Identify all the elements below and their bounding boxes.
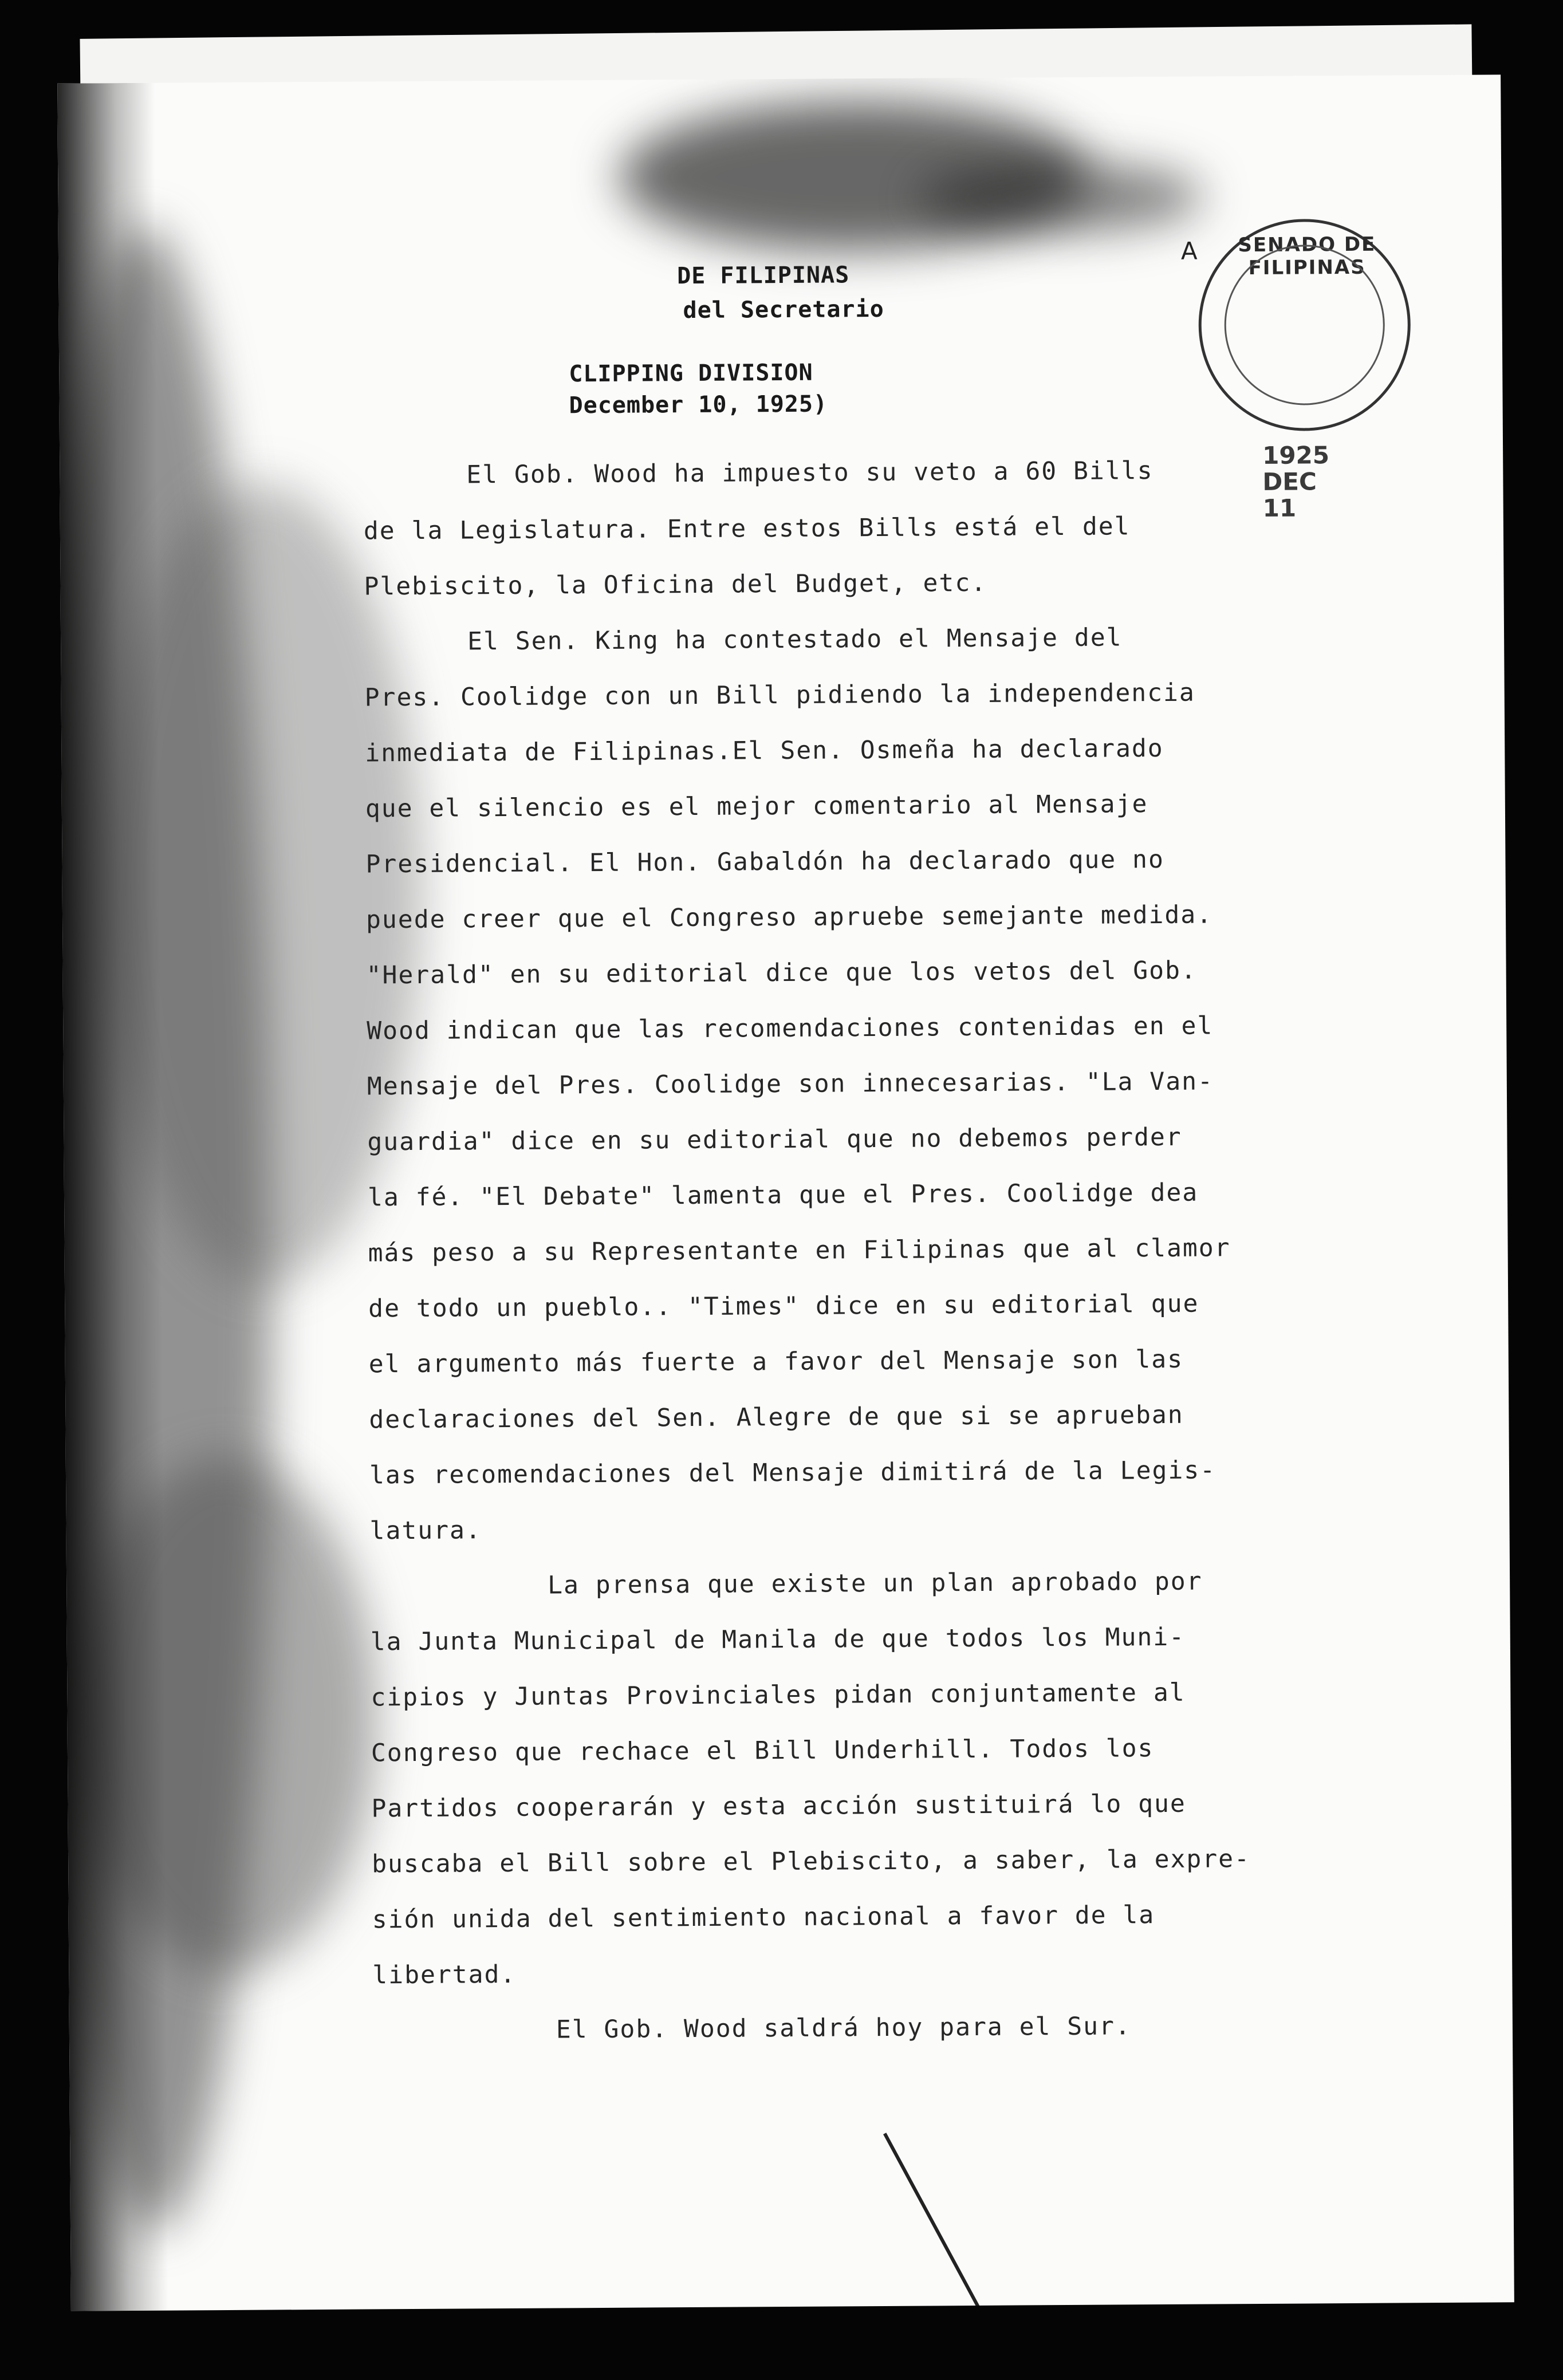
text-line: guardia" dice en su editorial que no debemos perder bbox=[367, 1122, 1182, 1157]
paragraph bbox=[364, 609, 1389, 1559]
text-line: más peso a su Representante en Filipinas que al clamor bbox=[368, 1234, 1231, 1268]
text-line-content: El Gob. Wood ha impuesto su veto a 60 Bills bbox=[466, 456, 1153, 490]
text-line: que el silencio es el mejor comentario al Mensaje bbox=[365, 790, 1148, 823]
text-line: Congreso que rechace el Bill Underhill. Todos los bbox=[371, 1734, 1154, 1768]
text-line: inmediata de Filipinas.El Sen. Osmeña ha declarado bbox=[365, 734, 1164, 768]
header-line-4: December 10, 1925) bbox=[569, 391, 828, 419]
text-line: libertad. bbox=[372, 1960, 517, 1990]
stamp-month: DEC bbox=[1262, 467, 1317, 496]
header-line-3: CLIPPING DIVISION bbox=[569, 359, 813, 388]
text-line: de todo un pueblo.. "Times" dice en su editorial que bbox=[368, 1289, 1199, 1323]
clipping-page bbox=[57, 74, 1514, 2311]
text-line-content: El Sen. King ha contestado el Mensaje del bbox=[467, 623, 1123, 656]
text-line: Mensaje del Pres. Coolidge son innecesarias. "La Van- bbox=[367, 1067, 1214, 1101]
stamp-ring-text: SENADO DE FILIPINAS bbox=[1238, 233, 1376, 280]
paragraph bbox=[363, 442, 1384, 615]
text-line-content: La prensa que existe un plan aprobado por bbox=[548, 1567, 1203, 1600]
text-line: las recomendaciones del Mensaje dimitirá de la Legis- bbox=[369, 1456, 1216, 1490]
received-stamp bbox=[1198, 218, 1411, 431]
text-line: cipios y Juntas Provinciales pidan conjuntamente al bbox=[371, 1678, 1186, 1712]
text-line: buscaba el Bill sobre el Plebiscito, a saber, la expre- bbox=[371, 1845, 1251, 1879]
document-content bbox=[57, 74, 1514, 2311]
stamp-day: 11 bbox=[1262, 494, 1297, 522]
text-line: sión unida del sentimiento nacional a favor de la bbox=[372, 1901, 1155, 1934]
stamp-year: 1925 bbox=[1262, 441, 1330, 470]
text-line: la Junta Municipal de Manila de que todos los Muni- bbox=[370, 1622, 1186, 1657]
text-line bbox=[363, 442, 1383, 504]
text-line: Partidos cooperarán y esta acción sustituirá lo que bbox=[371, 1789, 1186, 1823]
text-line: Wood indican que las recomendaciones contenidas en el bbox=[367, 1011, 1214, 1046]
paragraph bbox=[373, 1997, 1393, 2059]
text-line: "Herald" en su editorial dice que los vetos del Gob. bbox=[366, 956, 1197, 990]
text-line: la fé. "El Debate" lamenta que el Pres. Coolidge dea bbox=[367, 1178, 1199, 1212]
text-line: el argumento más fuerte a favor del Mensaje son las bbox=[368, 1345, 1184, 1379]
text-line: Pres. Coolidge con un Bill pidiendo la independencia bbox=[364, 678, 1196, 712]
paragraph bbox=[370, 1553, 1392, 2004]
text-line: puede creer que el Congreso apruebe semejante medida. bbox=[365, 900, 1213, 935]
text-line: latura. bbox=[369, 1516, 482, 1546]
header-line-1: DE FILIPINAS bbox=[677, 262, 850, 290]
text-line bbox=[370, 1553, 1390, 1615]
text-line: Plebiscito, la Oficina del Budget, etc. bbox=[364, 568, 987, 601]
header-line-2: del Secretario bbox=[683, 295, 884, 324]
text-line: de la Legislatura. Entre estos Bills está el del bbox=[363, 512, 1131, 546]
body-text bbox=[363, 442, 1392, 2059]
text-line bbox=[364, 609, 1384, 671]
text-line: declaraciones del Sen. Alegre de que si se aprueban bbox=[369, 1400, 1184, 1435]
closing-line: El Gob. Wood saldrá hoy para el Sur. bbox=[556, 2012, 1132, 2044]
paper-crease bbox=[883, 2133, 984, 2311]
text-line: Presidencial. El Hon. Gabaldón ha declarado que no bbox=[365, 845, 1165, 879]
stamp-mark: A bbox=[1180, 237, 1198, 265]
